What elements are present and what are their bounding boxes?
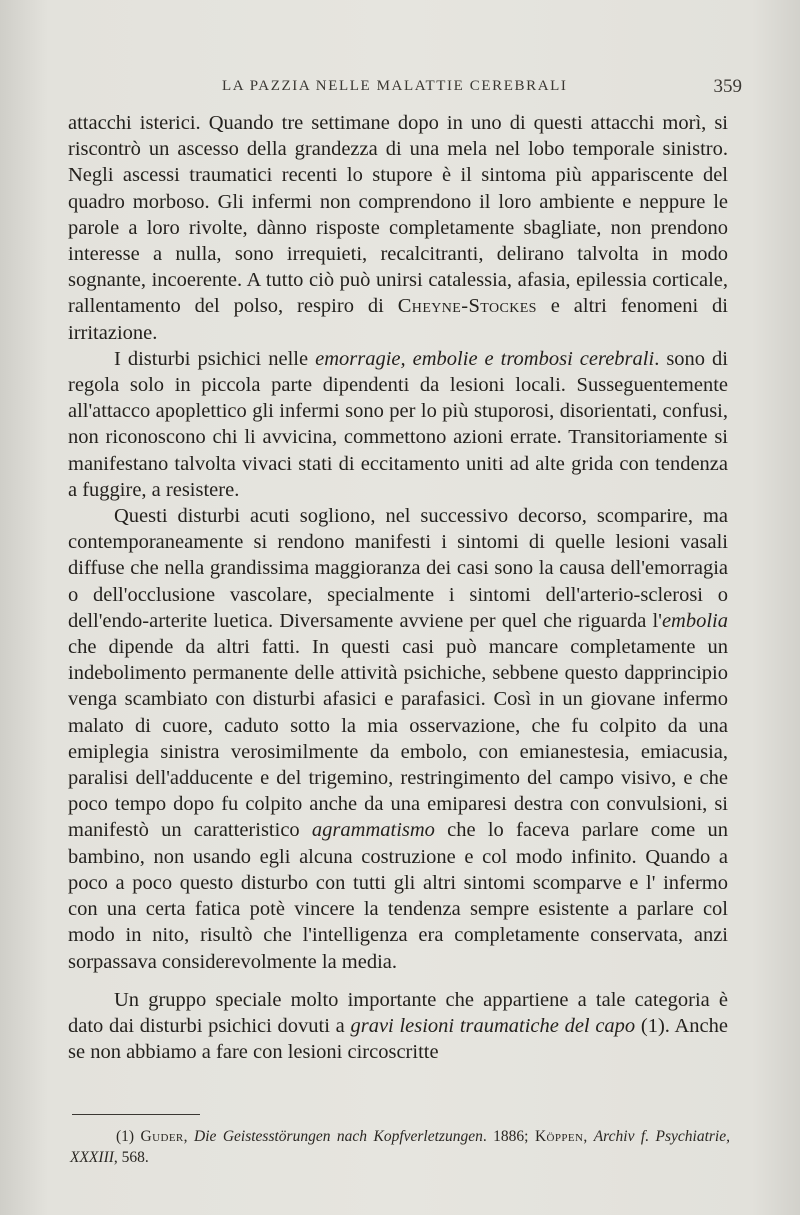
paragraph <box>68 110 728 346</box>
italic-text: emorragie, embolie e trombosi cerebrali <box>315 347 655 370</box>
text-run: (1). Anche se non abbiamo a fare con lesioni circoscritte <box>68 1014 728 1064</box>
running-title: LA PAZZIA NELLE MALATTIE CEREBRALI <box>222 78 568 94</box>
italic-text: embolia <box>661 609 728 632</box>
footnote-rule <box>72 1114 200 1115</box>
text-run: , 568. <box>113 1149 149 1166</box>
paragraph <box>68 346 728 503</box>
text-run: che lo faceva parlare come un bambino, non usando egli alcuna costruzione e col modo infinito. Quando a poco a poco questo disturbo con tutti gli altri sintomi scomparve e l' infermo con una certa fatica potè vincere la tendenza sempre esistente a parlare col modo in nito, risultò che l'intelligenza era completamente conservata, anzi sorpassava considerevolmente la media. <box>68 819 728 973</box>
page-header <box>222 76 742 100</box>
text-run: che dipende da altri fatti. In questi casi può mancare completamente un indebolimento permanente delle attività psichiche, sebbene questo dapprincipio venga scambiato con disturbi afasici e parafasici. Così in un giovane infermo malato di cuore, caduto sotto la mia osservazione, che fu colpito da una emiplegia sinistra verosimilmente da embolo, con emianestesia, emiacusia, paralisi dell'adducente e del trigemino, restringimento del campo visivo, e che poco tempo dopo fu colpito anche da una emiparesi destra con convulsioni, si manifestò un caratteristico <box>68 636 728 842</box>
text-run: e altri fenomeni di irritazione. <box>68 295 728 344</box>
paragraph <box>68 987 728 1066</box>
text-run: I disturbi psichici nelle <box>114 347 316 370</box>
italic-text: Die Geistesstörungen nach Kopfverletzungen <box>194 1128 483 1145</box>
footnote-text <box>70 1126 730 1168</box>
small-caps-name: Cheyne-Stockes <box>397 295 537 318</box>
page-number: 359 <box>713 76 742 97</box>
text-run: (1) <box>116 1128 141 1145</box>
text-run: Questi disturbi acuti sogliono, nel successivo decorso, scomparire, ma contemporaneamente si rendono manifesti i sintomi di quelle lesioni vasali diffuse che nella grandissima maggioranza dei casi sono la causa dell'emorragia o dell'occlusione vascolare, specialmente i sintomi dell'arterio-sclerosi o dell'endo-arterite luetica. Diversamente avviene per quel che riguarda l' <box>68 505 728 632</box>
small-caps-name: Guder <box>140 1128 184 1145</box>
text-run: attacchi isterici. Quando tre settimane dopo in uno di questi attacchi morì, si riscontrò un ascesso della grandezza di una mela nel lobo temporale sinistro. Negli ascessi traumatici recenti lo stupore è il sintoma più appariscente del quadro morboso. Gli infermi non comprendono il loro ambiente e neppure le parole a loro rivolte, dànno risposte completamente sbagliate, non prendono interesse a nulla, sono irrequieti, recalcitranti, delirano talvolta in modo sognante, incoerente. A tutto ciò può unirsi catalessia, afasia, epilessia corticale, rallentamento del polso, respiro di <box>68 112 728 318</box>
body-text <box>68 110 728 1065</box>
italic-text: agrammatismo <box>311 819 435 842</box>
italic-text: Archiv f. Psychiatrie, XXXIII <box>70 1128 730 1166</box>
small-caps-name: Köppen <box>534 1128 584 1145</box>
text-run: , <box>583 1128 594 1145</box>
text-run: . 1886; <box>482 1128 535 1145</box>
footnote <box>70 1126 730 1168</box>
text-run: . sono di regola solo in piccola parte dipendenti da lesioni locali. Susseguentemente all'attacco apoplettico gli infermi sono per lo più stuporosi, disorientati, confusi, non riconoscono chi li avvicina, commettono azioni errate. Transitoriamente si manifestano talvolta vivaci stati di eccitamento uniti ad alte grida con tendenza a fuggire, a resistere. <box>68 347 728 501</box>
text-run: Un gruppo speciale molto importante che appartiene a tale categoria è dato dai disturbi psichici dovuti a <box>68 988 728 1037</box>
paragraph <box>68 503 728 975</box>
italic-text: gravi lesioni traumatiche del capo <box>350 1014 636 1037</box>
text-run: , <box>183 1128 194 1145</box>
